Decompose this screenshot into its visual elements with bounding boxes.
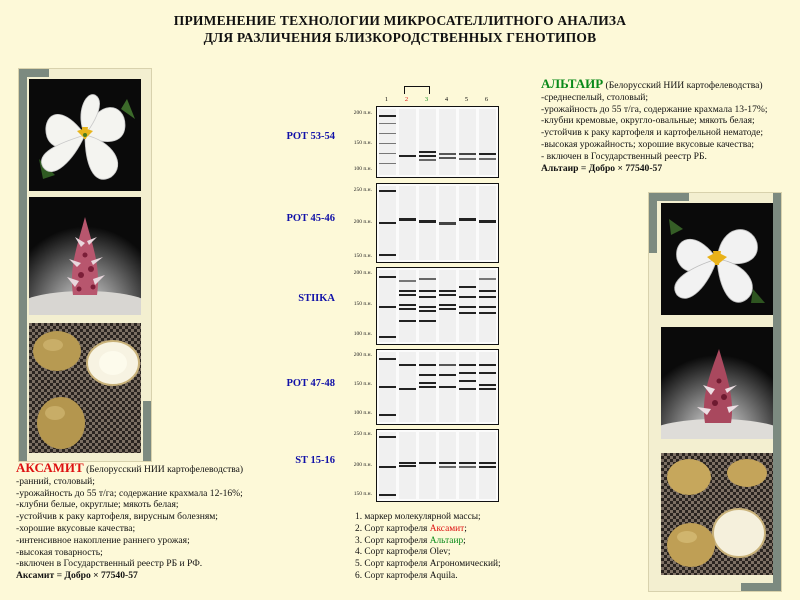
altair-trait: -высокая урожайность; хорошие вкусовые качества; [541,138,755,150]
legend-text: 3. Сорт картофеля [355,535,430,546]
altair-sprout-photo [661,327,773,439]
aksamit-trait: -ранний, столовый; [16,475,95,487]
aksamit-origin: (Белорусский НИИ картофелеводства) [83,464,244,475]
gel-pot-45-46 [376,183,499,263]
altair-name: АЛЬТАИР [541,76,604,91]
legend-item [355,547,501,559]
poster-title-line-2: ДЛЯ РАЗЛИЧЕНИЯ БЛИЗКОРОДСТВЕННЫХ ГЕНОТИПОВ [203,30,597,45]
aksamit-trait: -высокая товарность; [16,546,103,558]
altair-flower-photo [661,203,773,315]
size-label: 100 п.н. [353,410,372,416]
marker-label: STIIKA [298,293,335,304]
comparison-bracket [404,86,430,94]
gel-pot-53-54 [376,106,499,178]
size-label: 150 п.н. [353,301,372,307]
lane-numbers [376,96,499,106]
size-label: 200 п.н. [353,462,372,468]
marker-label: ST 15-16 [295,455,335,466]
poster-title-line-1: ПРИМЕНЕНИЕ ТЕХНОЛОГИИ МИКРОСАТЕЛЛИТНОГО АНАЛИЗА [173,13,627,28]
size-label: 150 п.н. [353,253,372,259]
marker-label: POT 47-48 [286,378,335,389]
lane-number: 3 [424,96,429,103]
altair-trait: -устойчив к раку картофеля и картофельной нематоде; [541,127,764,139]
marker-label: POT 53-54 [286,131,335,142]
aksamit-trait: -хорошие вкусовые качества; [16,522,136,534]
aksamit-flower-photo [29,79,141,191]
legend-text: 4. Сорт картофеля Olev; [355,547,451,558]
aksamit-description [16,462,296,582]
size-label: 250 п.н. [353,431,372,437]
lane-legend [355,512,501,583]
legend-item [355,559,501,571]
altair-origin: (Белорусский НИИ картофелеводства) [603,80,763,91]
marker-label: POT 45-46 [286,213,335,224]
aksamit-trait: -урожайность до 55 т/га; содержание крахмала 12-16%; [16,487,243,499]
legend-text: ; [463,535,466,546]
legend-text: 2. Сорт картофеля [355,523,430,534]
aksamit-tubers-photo [29,323,141,453]
legend-variety-altair: Альтаир [429,535,464,546]
legend-item [355,524,501,536]
gel-pot-47-48 [376,349,499,425]
aksamit-trait: -интенсивное накопление раннего урожая; [16,534,190,546]
size-label: 200 п.н. [353,270,372,276]
legend-text: 6. Сорт картофеля Aquila. [355,570,458,581]
legend-text: 1. маркер молекулярной массы; [355,512,481,522]
size-label: 100 п.н. [353,331,372,337]
lane-number: 2 [404,96,409,103]
aksamit-name: АКСАМИТ [16,460,84,475]
lane-number: 4 [444,96,449,103]
lane-number: 1 [384,96,389,103]
size-label: 150 п.н. [353,491,372,497]
altair-trait: -клубни кремовые, округло-овальные; мякоть белая; [541,115,755,127]
lane-number: 5 [464,96,469,103]
size-label: 150 п.н. [353,381,372,387]
legend-item [355,536,501,548]
legend-item [355,571,501,583]
legend-text: ; [464,523,467,534]
lane-number: 6 [484,96,489,103]
size-label: 200 п.н. [353,352,372,358]
altair-description [541,78,796,174]
size-label: 200 п.н. [353,219,372,225]
gel-stiika [376,267,499,345]
size-label: 150 п.н. [353,140,372,146]
altair-trait: -среднеспелый, столовый; [541,91,649,103]
legend-variety-aksamit: Аксамит [429,523,465,534]
altair-trait: - включен в Государственный реестр РБ. [541,150,707,162]
legend-item [355,512,501,524]
gel-st-15-16 [376,429,499,502]
altair-trait: -урожайность до 55 т/га, содержание крахмала 13-17%; [541,103,768,115]
size-label: 200 п.н. [353,110,372,116]
aksamit-trait: -устойчив к раку картофеля, вирусным болезням; [16,511,218,523]
legend-text: 5. Сорт картофеля Агрономический; [355,559,501,570]
size-label: 100 п.н. [353,166,372,172]
altair-tubers-photo [661,453,773,575]
aksamit-sprout-photo [29,197,141,315]
left-photo-frame [18,68,152,462]
size-label: 250 п.н. [353,187,372,193]
altair-pedigree: Альтаир = Добро × 77540-57 [541,162,663,174]
aksamit-pedigree: Аксамит = Добро × 77540-57 [16,570,138,582]
right-photo-frame [648,192,782,592]
aksamit-trait: -включен в Государственный реестр РБ и РФ. [16,558,203,570]
aksamit-trait: -клубни белые, округлые; мякоть белая; [16,499,179,511]
